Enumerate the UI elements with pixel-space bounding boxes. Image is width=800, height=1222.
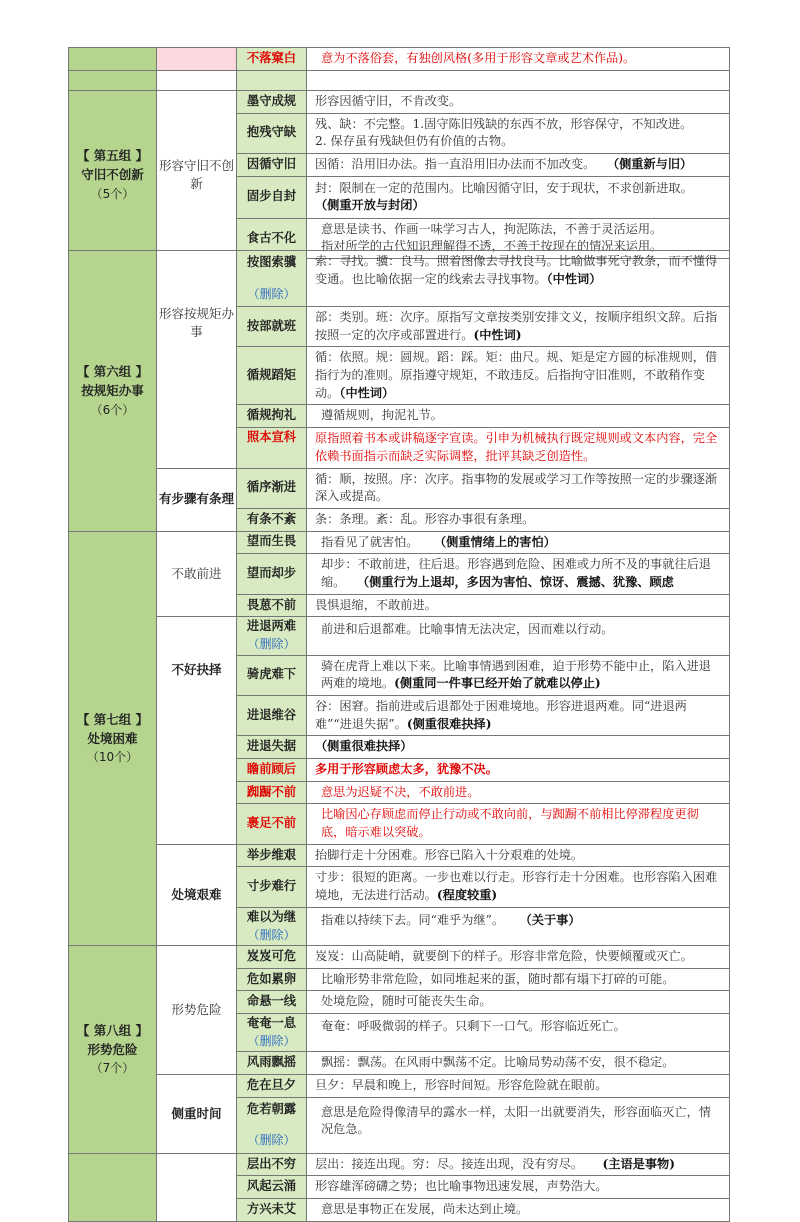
idiom-definition: 却步：不敢前进，往后退。形容遇到危险、困难或力所不及的事就往后退缩。 （侧重行为上退却，多因为害怕、惊讶、震撼、犹豫、顾虑	[307, 554, 730, 594]
idiom-definition: 寸步：很短的距离。一步也难以行走。形容行走十分困难。也形容陷入困难境地，无法进行活动。(程度较重)	[307, 867, 730, 907]
idiom-definition: 原指照着书本或讲稿逐字宣读。引申为机械执行既定规则或文本内容，完全依赖书面指示而缺乏实际调整，批评其缺乏创造性。	[307, 428, 730, 468]
sub-category-cell	[157, 1153, 237, 1221]
delete-mark: （删除）	[247, 286, 296, 301]
idiom-definition: 封：限制在一定的范围内。比喻因循守旧，安于现状，不求创新进取。 （侧重开放与封闭）	[307, 176, 730, 218]
idiom-word: 照本宣科	[237, 428, 307, 468]
idiom-definition: 骑在虎背上难以下来。比喻事情遇到困难，迫于形势不能中止，陷入进退两难的境地。(侧重同一件事已经开始了就难以停止)	[307, 655, 730, 695]
sub-category-cell: 有步骤有条理	[157, 468, 237, 531]
idiom-definition: 形容雄浑磅礴之势；也比喻事物迅速发展，声势浩大。	[307, 1176, 730, 1199]
idiom-word: 风起云涌	[237, 1176, 307, 1199]
delete-mark: （删除）	[247, 637, 296, 652]
idiom-definition: 部：类别。班：次序。原指写文章按类别安排文义，按顺序组织文辞。后指按照一定的次序或部置进行。(中性词)	[307, 307, 730, 347]
idiom-word: 瞻前顾后	[237, 758, 307, 781]
idiom-definition: 前进和后退都难。比喻事情无法决定，因而难以行动。	[307, 617, 730, 655]
idiom-definition: 残、缺：不完整。1.固守陈旧残缺的东西不放，形容保守，不知改进。 2. 保存虽有残缺但仍有价值的古物。	[307, 113, 730, 153]
idiom-word: 进退维谷	[237, 695, 307, 735]
idiom-definition: 岌岌：山高陡峭，就要倒下的样子。形容非常危险，快要倾覆或灭亡。	[307, 946, 730, 969]
idiom-definition: 比喻因心存顾虑而停止行动或不敢向前，与踟蹰不前相比停滞程度更彻底，暗示难以突破。	[307, 804, 730, 844]
sub-category-cell: 形势危险	[157, 946, 237, 1075]
idiom-definition: 处境危险，随时可能丧失生命。	[307, 991, 730, 1014]
idiom-definition: 循：依照。规：圆规。蹈：踩。矩：曲尺。规、矩是定方圆的标准规则，借指行为的准则。原指遵守规矩，不敢违反。后指拘守旧准则，不敢稍作变动。（中性词）	[307, 347, 730, 405]
table-row	[69, 90, 730, 113]
idiom-word: 举步维艰	[237, 844, 307, 867]
idiom-word: 畏葸不前	[237, 594, 307, 617]
idiom-word: 风雨飘摇	[237, 1052, 307, 1075]
idiom-word: 食古不化	[237, 218, 307, 258]
sub-category-cell	[157, 48, 237, 71]
group-six-label: 【 第六组 】 按规矩办事 （6个）	[69, 251, 157, 532]
idiom-word: 循序渐进	[237, 468, 307, 508]
idiom-word: 难以为继 （删除）	[237, 907, 307, 945]
idiom-word: 望而却步	[237, 554, 307, 594]
idiom-definition: 抬脚行走十分困难。形容已陷入十分艰难的处境。	[307, 844, 730, 867]
idiom-definition: 比喻形势非常危险，如同堆起来的蛋，随时都有塌下打碎的可能。	[307, 968, 730, 991]
idiom-word: 按部就班	[237, 307, 307, 347]
idiom-definition: 意为不落俗套，有独创风格(多用于形容文章或艺术作品)。	[307, 48, 730, 71]
idiom-word: 固步自封	[237, 176, 307, 218]
idiom-definition: 多用于形容顾虑太多，犹豫不决。	[307, 758, 730, 781]
table-row	[69, 48, 730, 71]
idiom-definition: 条：条理。紊：乱。形容办事很有条理。	[307, 508, 730, 531]
idiom-word: 进退两难 （删除）	[237, 617, 307, 655]
sub-category-cell: 形容守旧不创新	[157, 90, 237, 259]
idiom-definition: 谷：困窘。指前进或后退都处于困难境地。形容进退两难。同“进退两难”“进退失据”。(侧重很难抉择)	[307, 695, 730, 735]
idiom-word: 方兴未艾	[237, 1199, 307, 1222]
sub-category-cell: 侧重时间	[157, 1074, 237, 1153]
idiom-word: 循规拘礼	[237, 405, 307, 428]
idiom-definition: 指看见了就害怕。 （侧重情绪上的害怕）	[307, 531, 730, 554]
delete-mark: （删除）	[247, 927, 296, 942]
table-row	[69, 844, 730, 867]
delete-mark: （删除）	[247, 1133, 296, 1148]
idiom-definition: 遵循规则，拘泥礼节。	[307, 405, 730, 428]
idiom-definition: 飘摇：飘荡。在风雨中飘荡不定。比喻局势动荡不安，很不稳定。	[307, 1052, 730, 1075]
table-row	[69, 531, 730, 554]
idiom-definition: 指难以持续下去。同“难乎为继”。 （关于事）	[307, 907, 730, 945]
group-cell	[69, 48, 157, 71]
group-five-label: 【 第五组 】 守旧不创新 （5个）	[69, 90, 157, 259]
table-row	[69, 1153, 730, 1176]
table-row	[69, 70, 730, 90]
idiom-word: 骑虎难下	[237, 655, 307, 695]
idiom-word: 有条不紊	[237, 508, 307, 531]
idiom-definition: 意思为迟疑不决，不敢前进。	[307, 781, 730, 804]
idiom-word: 抱残守缺	[237, 113, 307, 153]
idiom-word: 按图索骥 （删除）	[237, 251, 307, 307]
table-row	[69, 946, 730, 969]
idiom-word: 岌岌可危	[237, 946, 307, 969]
idiom-word: 奄奄一息 （删除）	[237, 1014, 307, 1052]
idiom-word: 循规蹈矩	[237, 347, 307, 405]
idiom-definition: 索：寻找。骥：良马。照着图像去寻找良马。比喻做事死守教条，而不懂得变通。也比喻依据一定的线索去寻找事物。（中性词）	[307, 251, 730, 307]
idiom-word: 因循守旧	[237, 154, 307, 177]
idiom-word: 进退失据	[237, 736, 307, 759]
idiom-word: 层出不穷	[237, 1153, 307, 1176]
idiom-word: 不落窠白	[237, 48, 307, 71]
idiom-table-top	[68, 47, 730, 260]
idiom-word: 危如累卵	[237, 968, 307, 991]
idiom-definition: 奄奄：呼吸微弱的样子。只剩下一口气。形容临近死亡。	[307, 1014, 730, 1052]
idiom-definition: 意思是危险得像清早的露水一样，太阳一出就要消失，形容面临灭亡，情况危急。	[307, 1097, 730, 1153]
idiom-word: 墨守成规	[237, 90, 307, 113]
idiom-word: 裹足不前	[237, 804, 307, 844]
idiom-definition: 层出：接连出现。穷：尽。接连出现，没有穷尽。 (主语是事物)	[307, 1153, 730, 1176]
table-row	[69, 468, 730, 508]
sub-category-cell: 不好抉择	[157, 617, 237, 844]
group-seven-label: 【 第七组 】 处境困难 （10个）	[69, 531, 157, 945]
idiom-definition: 因循：沿用旧办法。指一直沿用旧办法而不加改变。 （侧重新与旧）	[307, 154, 730, 177]
idiom-word: 危在旦夕	[237, 1074, 307, 1097]
delete-mark: （删除）	[247, 1033, 296, 1048]
idiom-definition: 意思是读书、作画一味学习古人，拘泥陈法，不善于灵活运用。 指对所学的古代知识理解得不透，不善于按现在的情况来运用。	[307, 218, 730, 258]
idiom-word: 危若朝露 （删除）	[237, 1097, 307, 1153]
idiom-definition: （侧重很难抉择）	[307, 736, 730, 759]
sub-category-cell: 不敢前进	[157, 531, 237, 617]
idiom-word: 望而生畏	[237, 531, 307, 554]
idiom-word: 踟蹰不前	[237, 781, 307, 804]
idiom-definition: 畏惧退缩，不敢前进。	[307, 594, 730, 617]
table-row	[69, 251, 730, 307]
idiom-table-main	[68, 250, 730, 1222]
sub-category-cell: 形容按规矩办事	[157, 251, 237, 469]
idiom-definition: 形容因循守旧，不肯改变。	[307, 90, 730, 113]
table-row	[69, 617, 730, 655]
idiom-word: 命悬一线	[237, 991, 307, 1014]
idiom-definition: 循：顺，按照。序：次序。指事物的发展或学习工作等按照一定的步骤逐渐深入或提高。	[307, 468, 730, 508]
table-row	[69, 1074, 730, 1097]
group-cell	[69, 1153, 157, 1221]
group-eight-label: 【 第八组 】 形势危险 （7个）	[69, 946, 157, 1154]
idiom-definition: 旦夕：早晨和晚上，形容时间短。形容危险就在眼前。	[307, 1074, 730, 1097]
sub-category-cell: 处境艰难	[157, 844, 237, 945]
idiom-definition: 意思是事物正在发展，尚未达到止境。	[307, 1199, 730, 1222]
idiom-word: 寸步难行	[237, 867, 307, 907]
